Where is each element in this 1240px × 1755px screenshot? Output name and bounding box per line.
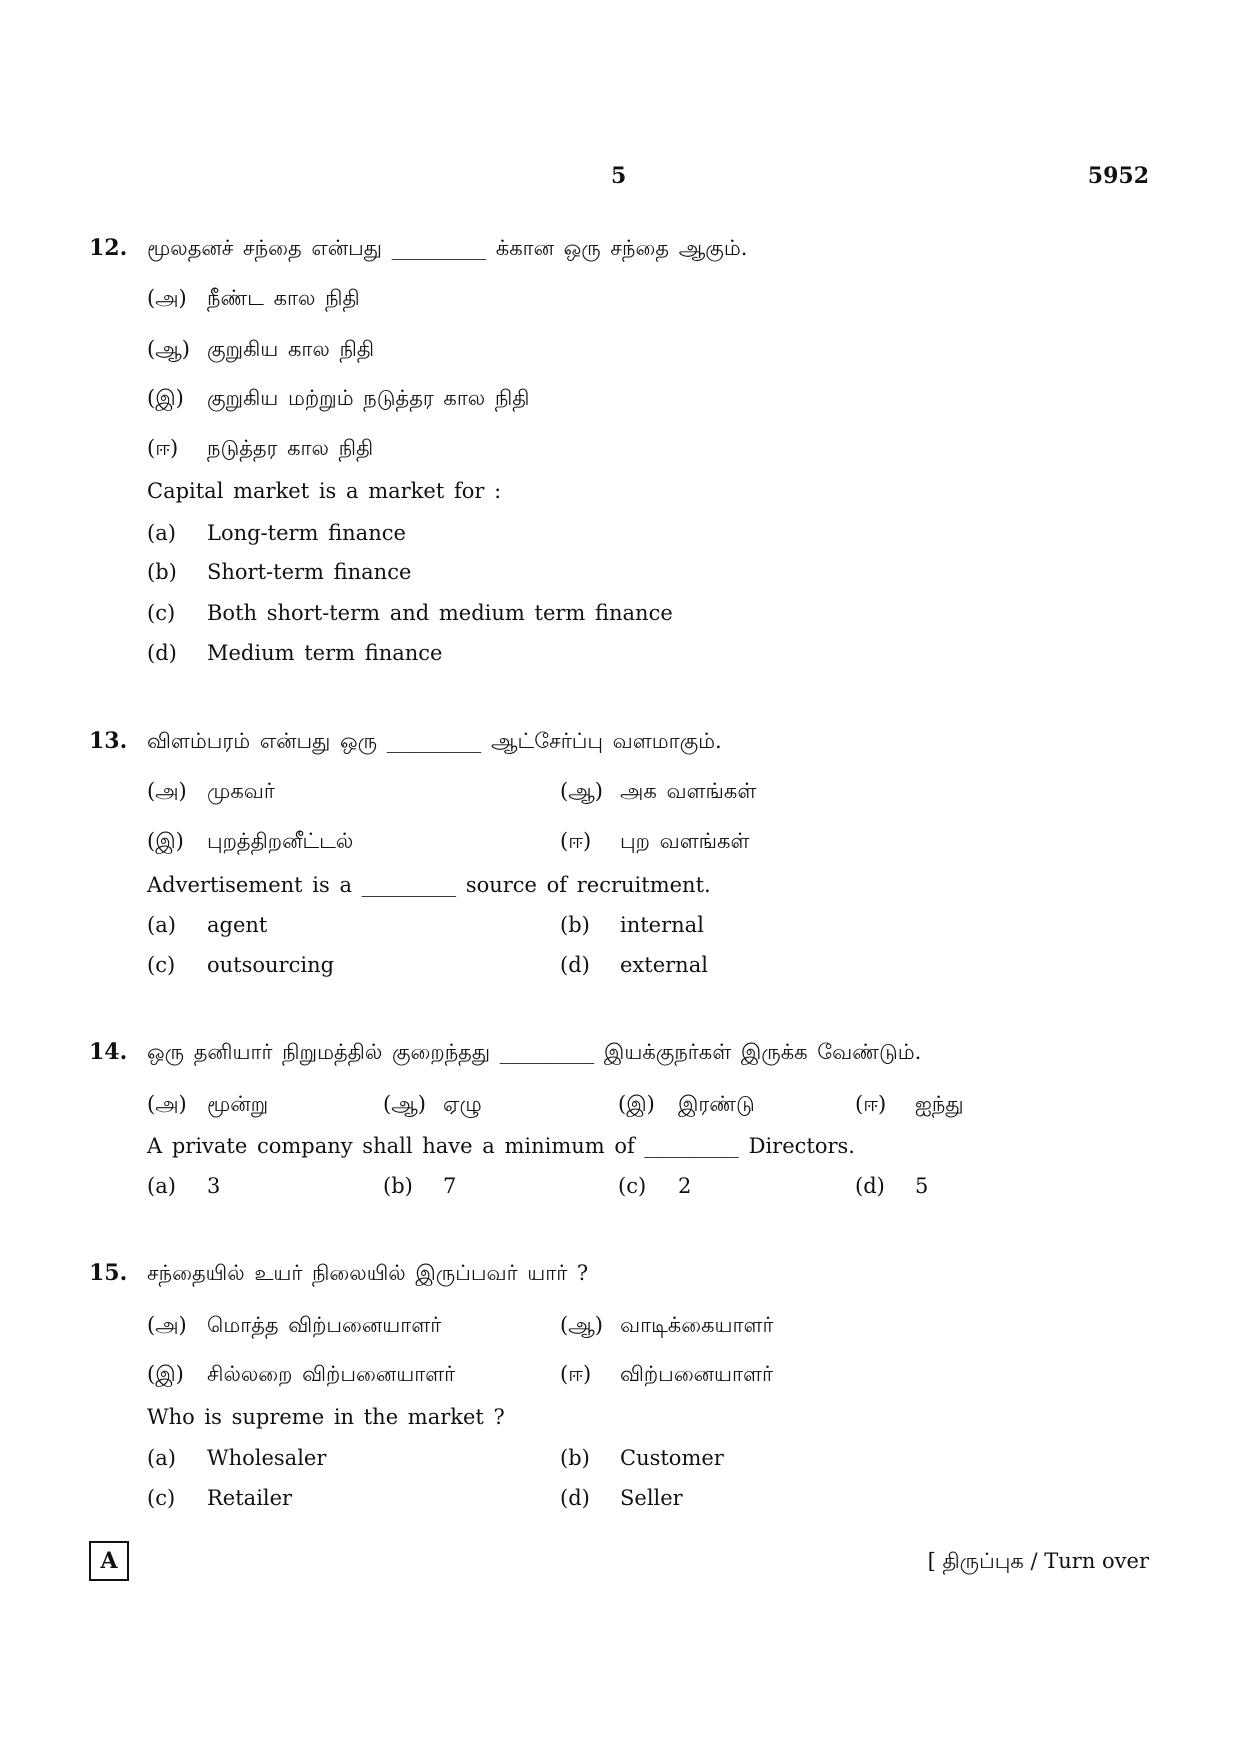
option-tamil (147, 826, 353, 856)
option-text: குறுகிய மற்றும் நடுத்தர கால நிதி (207, 386, 530, 410)
option-text: இரண்டு (678, 1092, 755, 1116)
option-tamil (147, 283, 360, 313)
option-text: agent (207, 913, 268, 937)
option-label: (c) (618, 1174, 647, 1198)
option-label: (b) (147, 560, 177, 584)
question-stem-english: Advertisement is a _________ source of recruitment. (147, 873, 711, 897)
option-label: (இ) (147, 386, 184, 410)
option-english (147, 1483, 292, 1513)
option-text: புற வளங்கள் (620, 829, 750, 853)
question-stem-english: A private company shall have a minimum of _________ Directors. (147, 1134, 855, 1158)
option-english (147, 598, 673, 628)
question-stem-tamil: ஒரு தனியார் நிறுமத்தில் குறைந்தது _________ இயக்குநர்கள் இருக்க வேண்டும். (147, 1040, 922, 1064)
option-label: (இ) (618, 1092, 655, 1116)
option-text: அக வளங்கள் (620, 779, 757, 803)
option-label: (c) (147, 953, 176, 977)
option-label: (ஈ) (855, 1092, 887, 1116)
option-tamil (560, 776, 756, 806)
option-label: (அ) (147, 779, 187, 803)
series-box: A (89, 1541, 129, 1581)
option-tamil (147, 334, 374, 364)
option-english (147, 557, 411, 587)
option-label: (இ) (147, 829, 184, 853)
option-label: (ஆ) (383, 1092, 426, 1116)
option-label: (c) (147, 1486, 176, 1510)
option-english (147, 910, 267, 940)
option-english (560, 1483, 683, 1513)
question-stem-tamil: விளம்பரம் என்பது ஒரு _________ ஆட்சேர்ப்பு வளமாகும். (147, 729, 722, 753)
option-label: (அ) (147, 286, 187, 310)
option-label: (d) (560, 953, 590, 977)
option-label: (d) (855, 1174, 885, 1198)
option-tamil (618, 1089, 755, 1119)
option-english (855, 1171, 928, 1201)
option-english (147, 1171, 220, 1201)
option-label: (d) (560, 1486, 590, 1510)
option-tamil (147, 1359, 455, 1389)
option-label: (d) (147, 641, 177, 665)
option-label: (ஆ) (560, 779, 603, 803)
option-text: 3 (207, 1174, 221, 1198)
page-number: 5 (611, 163, 627, 189)
option-tamil (383, 1089, 482, 1119)
question-number: 12. (89, 235, 128, 261)
option-text: Wholesaler (207, 1446, 327, 1470)
question-number: 15. (89, 1260, 128, 1286)
option-english (618, 1171, 691, 1201)
option-text: மூன்று (207, 1092, 269, 1116)
option-text: Short-term finance (207, 560, 412, 584)
option-label: (ஈ) (560, 829, 592, 853)
option-text: external (620, 953, 708, 977)
option-text: குறுகிய கால நிதி (207, 337, 375, 361)
option-text: Customer (620, 1446, 724, 1470)
option-text: Long-term finance (207, 521, 406, 545)
option-label: (ஆ) (147, 337, 190, 361)
option-text: சில்லறை விற்பனையாளர் (207, 1362, 456, 1386)
option-text: internal (620, 913, 704, 937)
option-text: வாடிக்கையாளர் (620, 1313, 774, 1337)
option-tamil (560, 1310, 773, 1340)
question-stem-english: Capital market is a market for : (147, 479, 502, 503)
option-text: நடுத்தர கால நிதி (207, 436, 374, 460)
option-label: (b) (383, 1174, 413, 1198)
option-tamil (560, 826, 749, 856)
option-english (147, 638, 442, 668)
option-text: மொத்த விற்பனையாளர் (207, 1313, 442, 1337)
option-text: ஐந்து (915, 1092, 964, 1116)
option-label: (a) (147, 521, 176, 545)
question-number: 13. (89, 728, 128, 754)
option-text: Retailer (207, 1486, 293, 1510)
option-english (560, 1443, 724, 1473)
option-label: (b) (560, 913, 590, 937)
question-stem-tamil: மூலதனச் சந்தை என்பது _________ க்கான ஒரு சந்தை ஆகும். (147, 236, 748, 260)
option-tamil (147, 383, 530, 413)
question-number: 14. (89, 1039, 128, 1065)
option-english (383, 1171, 456, 1201)
option-text: விற்பனையாளர் (620, 1362, 773, 1386)
option-text: Medium term finance (207, 641, 443, 665)
option-tamil (147, 1310, 441, 1340)
option-label: (a) (147, 913, 176, 937)
option-text: 7 (443, 1174, 457, 1198)
option-label: (அ) (147, 1092, 187, 1116)
question-stem-english: Who is supreme in the market ? (147, 1405, 505, 1429)
option-label: (இ) (147, 1362, 184, 1386)
option-label: (a) (147, 1174, 176, 1198)
option-tamil (560, 1359, 773, 1389)
option-label: (அ) (147, 1313, 187, 1337)
option-label: (a) (147, 1446, 176, 1470)
option-label: (c) (147, 601, 176, 625)
option-text: நீண்ட கால நிதி (207, 286, 360, 310)
option-tamil (147, 433, 373, 463)
option-text: Both short-term and medium term finance (207, 601, 673, 625)
question-stem-tamil: சந்தையில் உயர் நிலையில் இருப்பவர் யார் ? (147, 1261, 589, 1285)
option-english (147, 950, 334, 980)
option-tamil (147, 1089, 268, 1119)
turn-over-note: [ திருப்புக / Turn over (927, 1549, 1149, 1573)
option-tamil (855, 1089, 964, 1119)
option-tamil (147, 776, 275, 806)
option-label: (ஈ) (560, 1362, 592, 1386)
option-english (560, 950, 708, 980)
option-english (560, 910, 704, 940)
option-label: (ஆ) (560, 1313, 603, 1337)
option-text: outsourcing (207, 953, 335, 977)
option-text: ஏழு (443, 1092, 482, 1116)
option-text: புறத்திறனீட்டல் (207, 829, 354, 853)
option-label: (ஈ) (147, 436, 179, 460)
option-label: (b) (560, 1446, 590, 1470)
paper-code: 5952 (1087, 163, 1149, 189)
option-english (147, 1443, 326, 1473)
option-text: முகவர் (207, 779, 275, 803)
option-text: Seller (620, 1486, 683, 1510)
option-text: 2 (678, 1174, 692, 1198)
option-text: 5 (915, 1174, 929, 1198)
option-english (147, 518, 406, 548)
